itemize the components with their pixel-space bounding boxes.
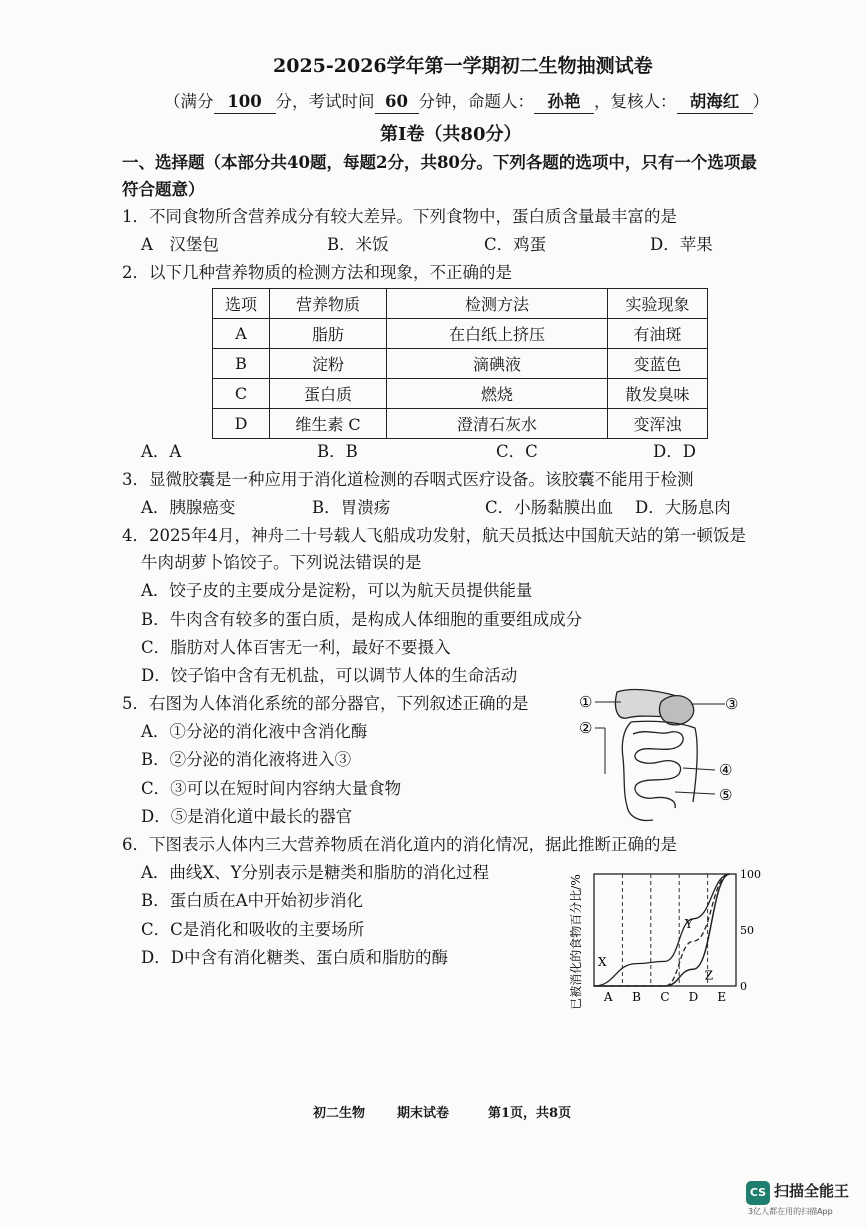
q3-option-b: B．胃溃疡 — [312, 498, 391, 517]
info-author-label: 分钟，命题人： — [418, 92, 534, 111]
q1-stem: 1．不同食物所含营养成分有较大差异。下列食物中，蛋白质含量最丰富的是 — [122, 207, 677, 226]
info-reviewer-label: ，复核人： — [594, 92, 677, 111]
q4-option-a: A．饺子皮的主要成分是淀粉，可以为航天员提供能量 — [141, 581, 533, 600]
exam-title: 2025-2026学年第一学期初二生物抽测试卷 — [273, 55, 653, 77]
q4-option-c: C．脂肪对人体百害无一利，最好不要摄入 — [141, 638, 451, 657]
q4-stem-line2: 牛肉胡萝卜馅饺子。下列说法错误的是 — [141, 553, 422, 572]
y-tick-label: 0 — [740, 980, 747, 993]
section-title: 第Ⅰ卷（共80分） — [380, 124, 522, 145]
table-header-cell: 营养物质 — [270, 289, 387, 319]
table-cell: B — [213, 349, 270, 379]
stomach-shape — [659, 696, 693, 725]
q2-option-c: C．C — [496, 442, 538, 461]
reviewer-name: 胡海红 — [677, 91, 753, 114]
table-cell: C — [213, 379, 270, 409]
q2-option-a: A．A — [141, 442, 182, 461]
exam-time: 60 — [375, 91, 419, 114]
q1-option-a: A 汉堡包 — [141, 235, 219, 254]
table-cell: 淀粉 — [270, 349, 387, 379]
table-cell: 澄清石灰水 — [387, 409, 608, 439]
scanner-watermark — [746, 1178, 852, 1216]
table-cell: 变浑浊 — [608, 409, 708, 439]
q6-option-d: D．D中含有消化糖类、蛋白质和脂肪的酶 — [141, 948, 448, 967]
table-row — [213, 409, 708, 439]
section-intro-line2: 符合题意） — [122, 180, 205, 199]
info-time-label: 分，考试时间 — [275, 92, 375, 111]
table-header-cell: 选项 — [213, 289, 270, 319]
q1-option-d: D．苹果 — [650, 235, 713, 254]
x-tick-label: D — [688, 990, 699, 1004]
exam-info — [164, 91, 769, 114]
table-row — [213, 379, 708, 409]
small-intestine-shape — [633, 732, 683, 808]
table-cell: 有油斑 — [608, 319, 708, 349]
camscanner-logo-icon: CS — [746, 1181, 770, 1205]
section-intro-line1: 一、选择题（本部分共40题，每题2分，共80分。下列各题的选项中，只有一个选项最 — [122, 153, 757, 172]
y-tick-label: 50 — [740, 924, 754, 937]
table-header-row — [213, 289, 708, 319]
table-header-cell: 检测方法 — [387, 289, 608, 319]
table-cell: 变蓝色 — [608, 349, 708, 379]
table-cell: 在白纸上挤压 — [387, 319, 608, 349]
author-name: 孙艳 — [534, 91, 594, 114]
organ-label-2: ② — [579, 719, 593, 737]
q4-stem-line1: 4．2025年4月，神舟二十号载人飞船成功发射，航天员抵达中国航天站的第一顿饭是 — [122, 526, 746, 545]
q3-option-a: A．胰腺癌变 — [141, 498, 236, 517]
series-label-x: X — [598, 954, 607, 969]
q5-stem: 5．右图为人体消化系统的部分器官，下列叙述正确的是 — [122, 694, 529, 713]
organ-label-5: ⑤ — [719, 786, 733, 804]
x-tick-label: C — [660, 990, 670, 1004]
table-row — [213, 349, 708, 379]
q4-option-d: D．饺子馅中含有无机盐，可以调节人体的生命活动 — [141, 666, 518, 685]
table-row — [213, 319, 708, 349]
q5-option-a: A．①分泌的消化液中含消化酶 — [141, 722, 368, 741]
full-score: 100 — [214, 91, 276, 114]
organ-label-3: ③ — [725, 695, 739, 713]
footer-exam: 期末试卷 — [397, 1106, 450, 1121]
q3-stem: 3．显微胶囊是一种应用于消化道检测的吞咽式医疗设备。该胶囊不能用于检测 — [122, 470, 694, 489]
series-label-z: Z — [704, 968, 714, 983]
q6-option-b: B．蛋白质在A中开始初步消化 — [141, 891, 364, 910]
q5-option-c: C．③可以在短时间内容纳大量食物 — [141, 779, 402, 798]
q6-option-a: A．曲线X、Y分别表示是糖类和脂肪的消化过程 — [141, 863, 490, 882]
footer-subject: 初二生物 — [313, 1106, 366, 1121]
table-cell: 蛋白质 — [270, 379, 387, 409]
q3-option-c: C．小肠黏膜出血 — [485, 498, 614, 517]
watermark-slogan: 3亿人都在用的扫描App — [748, 1207, 833, 1216]
footer-page: 第1页，共8页 — [488, 1106, 572, 1121]
q5-option-b: B．②分泌的消化液将进入③ — [141, 750, 352, 769]
organ-label-1: ① — [579, 693, 593, 711]
x-tick-label: B — [632, 990, 642, 1004]
q1-option-c: C．鸡蛋 — [484, 235, 547, 254]
table-cell: D — [213, 409, 270, 439]
q5-option-d: D．⑤是消化道中最长的器官 — [141, 807, 353, 826]
q2-stem: 2．以下几种营养物质的检测方法和现象，不正确的是 — [122, 263, 512, 282]
y-tick-label: 100 — [740, 868, 761, 881]
q4-option-b: B．牛肉含有较多的蛋白质，是构成人体细胞的重要组成成分 — [141, 610, 583, 629]
info-prefix: （满分 — [164, 92, 214, 111]
x-tick-label: A — [603, 990, 613, 1004]
table-cell: 滴碘液 — [387, 349, 608, 379]
q1-option-b: B．米饭 — [327, 235, 389, 254]
leader-line-5 — [675, 792, 715, 794]
table-header-cell: 实验现象 — [608, 289, 708, 319]
series-label-y: Y — [684, 916, 693, 931]
table-cell: 维生素 C — [270, 409, 387, 439]
q2-options-table — [212, 288, 708, 439]
large-intestine-left — [622, 722, 631, 806]
leader-line-4 — [683, 768, 715, 770]
watermark-brand: 扫描全能王 — [774, 1182, 850, 1200]
q3-option-d: D．大肠息肉 — [635, 498, 731, 517]
chart-y-label: 已被消化的食物百分比/% — [569, 874, 583, 1010]
table-cell: 散发臭味 — [608, 379, 708, 409]
table-cell: 脂肪 — [270, 319, 387, 349]
x-tick-label: E — [717, 990, 727, 1004]
table-cell: 燃烧 — [387, 379, 608, 409]
rectum-shape — [627, 806, 653, 820]
organ-label-4: ④ — [719, 761, 733, 779]
q6-stem: 6．下图表示人体内三大营养物质在消化道内的消化情况，据此推断正确的是 — [122, 835, 677, 854]
digestion-chart — [560, 860, 770, 1022]
q2-option-d: D．D — [653, 442, 696, 461]
digestive-system-diagram — [575, 684, 745, 836]
q2-option-b: B．B — [317, 442, 358, 461]
info-suffix: ） — [752, 92, 769, 111]
q6-option-c: C．C是消化和吸收的主要场所 — [141, 920, 365, 939]
table-cell: A — [213, 319, 270, 349]
